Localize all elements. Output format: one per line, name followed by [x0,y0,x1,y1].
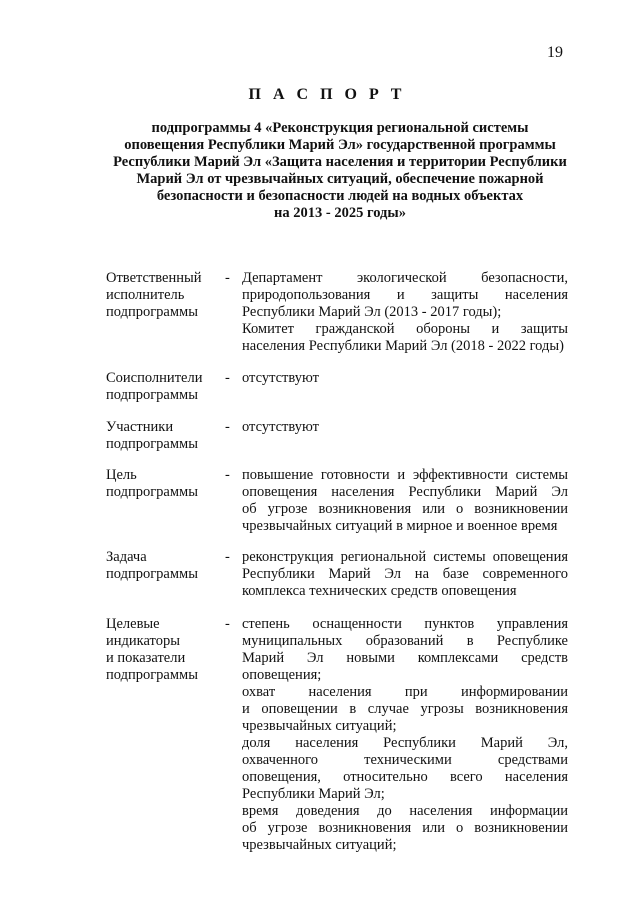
row-label-line: и показатели [106,650,186,666]
content-line: природопользования и защиты населения [242,287,568,303]
content-line: оповещения; [242,667,322,683]
content-line: отсутствуют [242,370,319,386]
row-content [242,419,568,436]
content-line: Республики Марий Эл (2013 - 2017 годы); [242,304,502,320]
content-line: время доведения до населения информации [242,803,568,819]
row-label-line: подпрограммы [106,387,198,403]
row-label-line: Соисполнители [106,370,203,386]
row-label-line: Ответственный [106,270,202,286]
row-label-line: Участники [106,419,174,435]
content-line: чрезвычайных ситуаций в мирное и военное время [242,518,558,534]
row-label [106,419,221,453]
subtitle-line: подпрограммы 4 «Реконструкция региональной системы [151,120,529,136]
content-line: Комитет гражданской обороны и защиты [242,321,568,337]
content-line: доля населения Республики Марий Эл, [242,735,568,751]
row-label [106,370,221,404]
row-content [242,549,568,600]
content-line: комплекса технических средств оповещения [242,583,517,599]
row-label-line: Цель [106,467,137,483]
row-label [106,616,221,684]
content-line: Республики Марий Эл; [242,786,385,802]
row-label-line: исполнитель [106,287,185,303]
content-line: охват населения при информировании [242,684,568,700]
content-line: чрезвычайных ситуаций; [242,837,397,853]
content-line: об угрозе возникновения или о возникновении [242,501,568,517]
row-label [106,270,221,321]
row-label-line: подпрограммы [106,566,198,582]
content-line: чрезвычайных ситуаций; [242,718,397,734]
content-line: об угрозе возникновения или о возникновении [242,820,568,836]
subprogram-subtitle [110,120,570,222]
row-label-line: подпрограммы [106,667,198,683]
row-dash: - [225,419,230,435]
page-number: 19 [547,44,563,61]
subtitle-line: Республики Марий Эл «Защита населения и территории Республики [113,154,567,170]
content-line: оповещения населения Республики Марий Эл [242,484,568,500]
row-label-line: подпрограммы [106,436,198,452]
subtitle-line: безопасности и безопасности людей на водных объектах [156,188,524,204]
document-title: П А С П О Р Т [248,86,406,103]
row-label-line: индикаторы [106,633,180,649]
subtitle-line: на 2013 - 2025 годы» [274,205,406,221]
row-label [106,549,221,583]
content-line: муниципальных образований в Республике [242,633,568,649]
row-dash: - [225,467,230,483]
row-dash: - [225,370,230,386]
content-line: Марий Эл новыми комплексами средств [242,650,568,666]
row-label [106,467,221,501]
row-dash: - [225,616,230,632]
row-label-line: подпрограммы [106,484,198,500]
content-line: реконструкция региональной системы оповещения [242,549,568,565]
row-content [242,270,568,355]
content-line: и оповещении в случае угрозы возникновения [242,701,568,717]
row-dash: - [225,270,230,286]
content-line: повышение готовности и эффективности системы [242,467,568,483]
row-dash: - [225,549,230,565]
row-label-line: Целевые [106,616,160,632]
subtitle-line: Марий Эл от чрезвычайных ситуаций, обеспечение пожарной [136,171,544,187]
content-line: охваченного техническими средствами [242,752,568,768]
subtitle-line: оповещения Республики Марий Эл» государственной программы [124,137,556,153]
content-line: оповещения, относительно всего населения [242,769,568,785]
row-content [242,467,568,535]
row-label-line: Задача [106,549,147,565]
content-line: населения Республики Марий Эл (2018 - 2022 годы) [242,338,564,354]
content-line: степень оснащенности пунктов управления [242,616,568,632]
row-label-line: подпрограммы [106,304,198,320]
row-content [242,370,568,387]
content-line: Республики Марий Эл на базе современного [242,566,568,582]
content-line: Департамент экологической безопасности, [242,270,568,286]
row-content [242,616,568,854]
content-line: отсутствуют [242,419,319,435]
